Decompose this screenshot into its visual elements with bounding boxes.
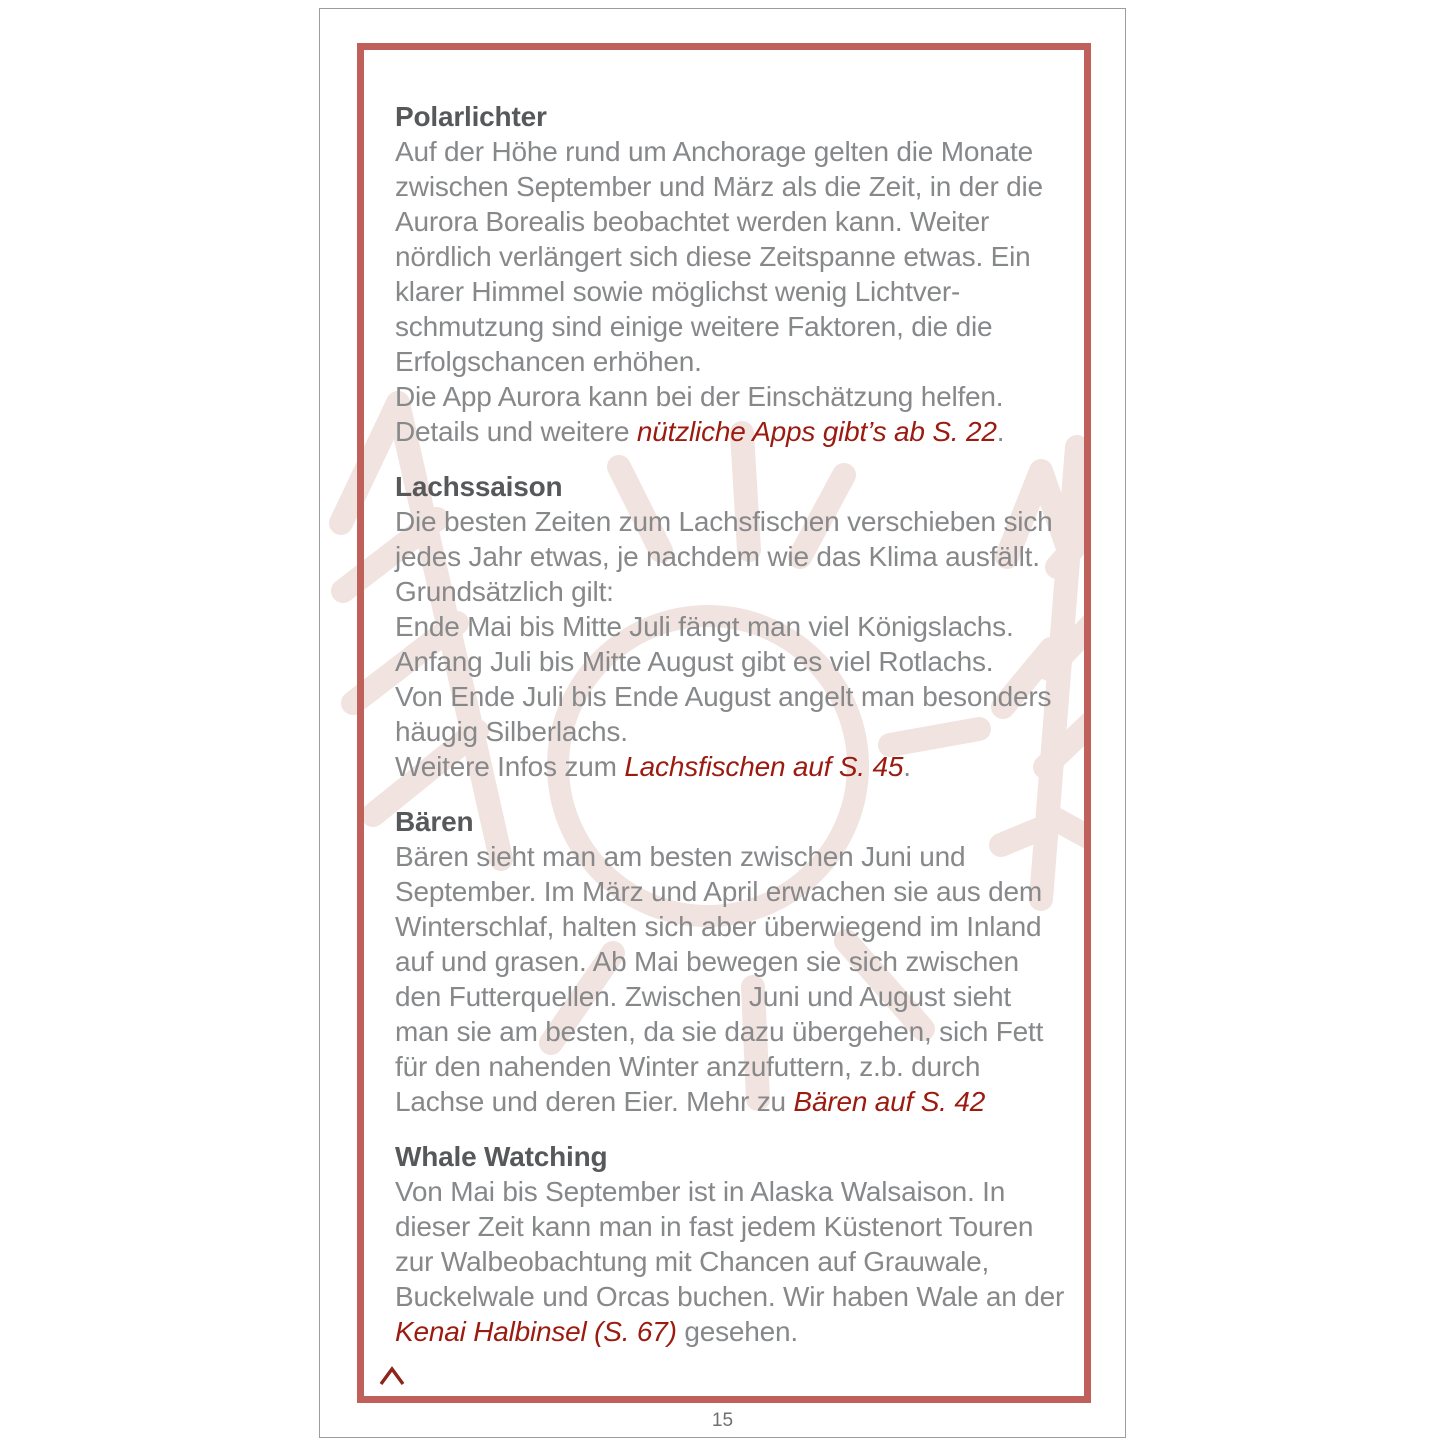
- body-line: [395, 944, 1064, 979]
- text-run: Grundsätzlich gilt:: [395, 576, 614, 607]
- text-run: häugig Silberlachs.: [395, 716, 628, 747]
- text-run: Anfang Juli bis Mitte August gibt es viel Rotlachs.: [395, 646, 994, 677]
- text-run: nördlich verlängert sich diese Zeitspanne etwas. Ein: [395, 241, 1031, 272]
- page-reference-link[interactable]: Bären auf S. 42: [793, 1086, 986, 1117]
- body-line: [395, 1279, 1064, 1314]
- body-line: [395, 749, 1064, 784]
- section-heading: Polarlichter: [395, 101, 547, 132]
- body-line: [395, 274, 1064, 309]
- text-run: für den nahenden Winter anzufuttern, z.b. durch: [395, 1051, 981, 1082]
- text-run: jedes Jahr etwas, je nachdem wie das Klima ausfällt.: [395, 541, 1040, 572]
- text-run: schmutzung sind einige weitere Faktoren, die die: [395, 311, 993, 342]
- text-run: gesehen.: [676, 1316, 798, 1347]
- text-run: Lachse und deren Eier. Mehr zu: [395, 1086, 794, 1117]
- document-page: [319, 8, 1126, 1438]
- section-polarlichter: [395, 99, 1064, 449]
- text-run: Erfolgschancen erhöhen.: [395, 346, 702, 377]
- text-run: Aurora Borealis beobachtet werden kann. Weiter: [395, 206, 990, 237]
- text-run: auf und grasen. Ab Mai bewegen sie sich zwischen: [395, 946, 1019, 977]
- text-run: Buckelwale und Orcas buchen. Wir haben Wale an der: [395, 1281, 1065, 1312]
- text-run: Von Ende Juli bis Ende August angelt man besonders: [395, 681, 1052, 712]
- body-line: [395, 679, 1064, 714]
- body-line: [395, 644, 1064, 679]
- body-line: [395, 574, 1064, 609]
- page-number: 15: [711, 1410, 734, 1431]
- body-line: [395, 134, 1064, 169]
- text-run: .: [903, 751, 911, 782]
- text-run: Bären sieht man am besten zwischen Juni und: [395, 841, 966, 872]
- text-run: zur Walbeobachtung mit Chancen auf Grauwale,: [395, 1246, 990, 1277]
- body-line: [395, 1209, 1064, 1244]
- text-run: Die App Aurora kann bei der Einschätzung helfen.: [395, 381, 1004, 412]
- text-run: dieser Zeit kann man in fast jedem Küstenort Touren: [395, 1211, 1034, 1242]
- body-line: [395, 539, 1064, 574]
- section-heading: Whale Watching: [395, 1141, 608, 1172]
- body-line: [395, 1014, 1064, 1049]
- text-run: Weitere Infos zum: [395, 751, 625, 782]
- body-line: [395, 1244, 1064, 1279]
- body-line: [395, 1174, 1064, 1209]
- body-line: [395, 1084, 1064, 1119]
- content-frame: [357, 43, 1091, 1403]
- sections-container: [364, 50, 1084, 1349]
- section-heading: Lachssaison: [395, 471, 563, 502]
- text-run: Ende Mai bis Mitte Juli fängt man viel Königslachs.: [395, 611, 1014, 642]
- text-run: Von Mai bis September ist in Alaska Walsaison. In: [395, 1176, 1006, 1207]
- text-run: Die besten Zeiten zum Lachsfischen verschieben sich: [395, 506, 1053, 537]
- body-line: [395, 1049, 1064, 1084]
- text-run: klarer Himmel sowie möglichst wenig Lichtver-: [395, 276, 961, 307]
- chevron-up-icon[interactable]: [378, 1365, 406, 1387]
- body-line: [395, 714, 1064, 749]
- section-b-ren: [395, 804, 1064, 1119]
- page-reference-link[interactable]: nützliche Apps gibt’s ab S. 22: [636, 416, 997, 447]
- body-line: [395, 874, 1064, 909]
- page-reference-link[interactable]: Lachsfischen auf S. 45: [624, 751, 904, 782]
- section-heading: Bären: [395, 806, 474, 837]
- body-line: [395, 1314, 1064, 1349]
- section-whale-watching: [395, 1139, 1064, 1349]
- body-line: [395, 839, 1064, 874]
- text-run: zwischen September und März als die Zeit, in der die: [395, 171, 1043, 202]
- body-line: [395, 504, 1064, 539]
- body-line: [395, 204, 1064, 239]
- text-run: den Futterquellen. Zwischen Juni und August sieht: [395, 981, 1011, 1012]
- body-line: [395, 979, 1064, 1014]
- body-line: [395, 309, 1064, 344]
- body-line: [395, 609, 1064, 644]
- body-line: [395, 344, 1064, 379]
- text-run: Details und weitere: [395, 416, 637, 447]
- body-line: [395, 414, 1064, 449]
- section-lachssaison: [395, 469, 1064, 784]
- body-line: [395, 169, 1064, 204]
- page-reference-link[interactable]: Kenai Halbinsel (S. 67): [395, 1316, 677, 1347]
- text-run: .: [996, 416, 1005, 447]
- text-run: Auf der Höhe rund um Anchorage gelten die Monate: [395, 136, 1033, 167]
- text-run: September. Im März und April erwachen sie aus dem: [395, 876, 1042, 907]
- text-run: Winterschlaf, halten sich aber überwiegend im Inland: [395, 911, 1042, 942]
- body-line: [395, 909, 1064, 944]
- body-line: [395, 379, 1064, 414]
- text-run: man sie am besten, da sie dazu übergehen, sich Fett: [395, 1016, 1044, 1047]
- body-line: [395, 239, 1064, 274]
